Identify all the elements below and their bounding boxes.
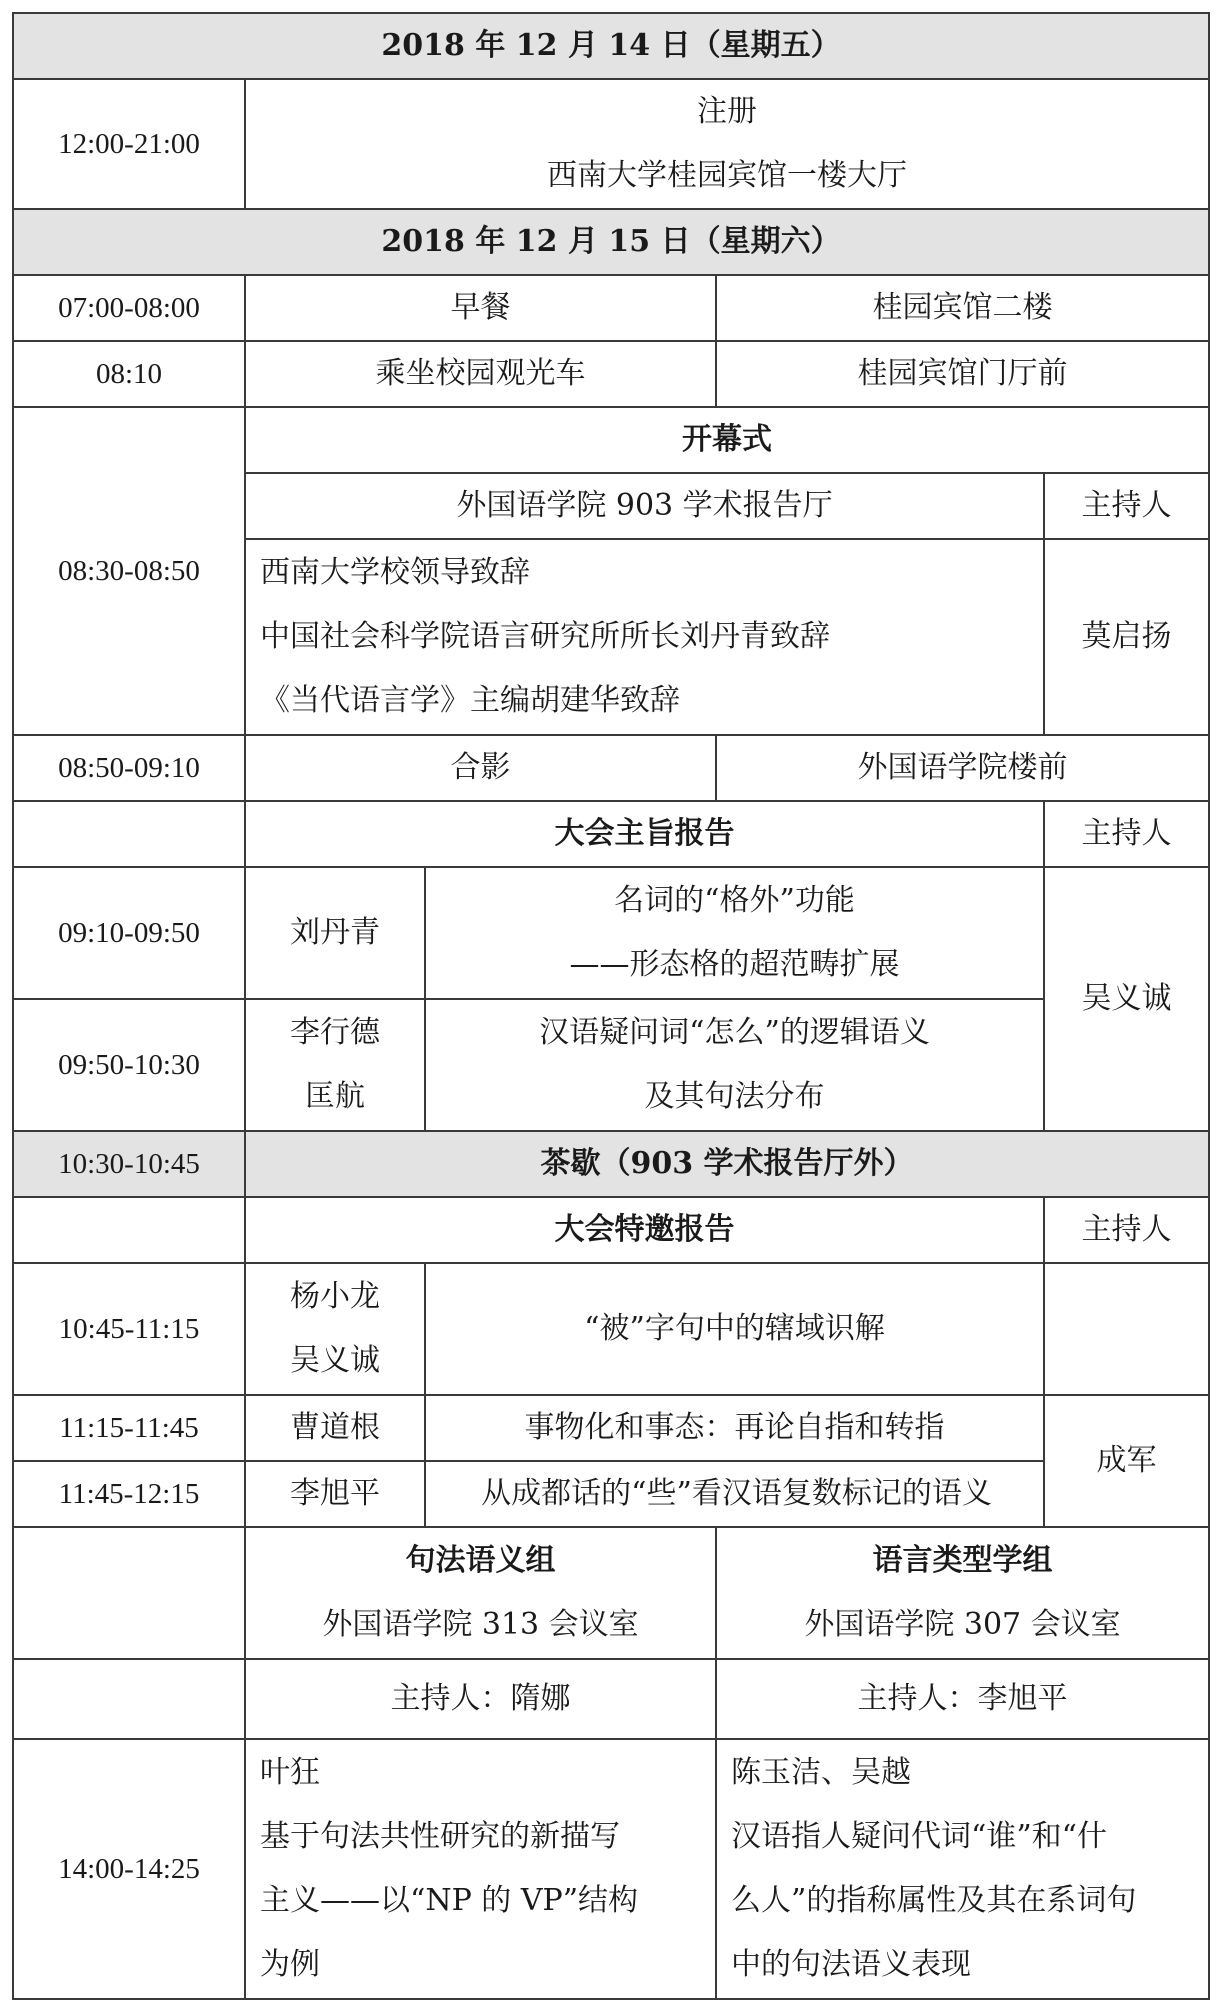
group-session-time: 14:00-14:25 [13,1739,245,1999]
keynote-talk-title-line: 汉语疑问词“怎么”的逻辑语义 [539,1015,930,1050]
registration-title: 注册 [697,94,758,129]
invited-title: 大会特邀报告 [245,1197,1044,1263]
keynote-host-label: 主持人 [1044,801,1209,867]
syntax-group-host: 主持人：隋娜 [245,1659,716,1739]
registration-time: 12:00-21:00 [13,79,245,209]
invited-host-label: 主持人 [1044,1197,1209,1263]
syntax-group-header [245,1527,716,1659]
breakfast-time: 07:00-08:00 [13,275,245,341]
day2-date: 2018 年 12 月 15 日（星期六） [13,209,1209,275]
invited-talk-time: 10:45-11:15 [13,1263,245,1395]
tea-break-row [13,1131,1209,1197]
opening-title-row [13,407,1209,473]
keynote-title: 大会主旨报告 [245,801,1044,867]
groups-header-row [13,1527,1209,1659]
groups-empty-time [13,1527,245,1659]
breakfast-place: 桂园宾馆二楼 [716,275,1209,341]
keynote-talk-title [425,867,1044,999]
day1-date: 2018 年 12 月 14 日（星期五） [13,13,1209,79]
photo-time: 08:50-09:10 [13,735,245,801]
invited-talk-speakers [245,1263,425,1395]
keynote-host: 吴义诚 [1044,867,1209,1131]
invited-talk-speaker: 吴义诚 [290,1343,380,1378]
keynote-talk-speakers [245,999,425,1131]
invited-talk-row [13,1263,1209,1395]
syntax-session-author: 叶狂 [260,1755,320,1790]
invited-talk-speaker: 李旭平 [245,1461,425,1527]
opening-venue: 外国语学院 903 学术报告厅 [245,473,1044,539]
bus-place: 桂园宾馆门厅前 [716,341,1209,407]
photo-row [13,735,1209,801]
invited-talk-row [13,1461,1209,1527]
typology-group-name: 语言类型学组 [872,1543,1053,1578]
keynote-talk-time: 09:50-10:30 [13,999,245,1131]
typology-group-room: 外国语学院 307 会议室 [804,1607,1121,1642]
invited-talk-title: 事物化和事态：再论自指和转指 [425,1395,1044,1461]
breakfast-event: 早餐 [245,275,716,341]
keynote-talk-row [13,999,1209,1131]
keynote-talk-title-line: ——形态格的超范畴扩展 [569,947,900,982]
syntax-session-title-line: 为例 [260,1947,320,1982]
opening-speech: 西南大学校领导致辞 [260,555,530,590]
conference-schedule-table [12,12,1210,2000]
tea-break-time: 10:30-10:45 [13,1131,245,1197]
typology-session-title-line: 中的句法语义表现 [731,1947,971,1982]
opening-host: 莫启扬 [1044,539,1209,735]
registration-place: 西南大学桂园宾馆一楼大厅 [547,158,908,193]
bus-time: 08:10 [13,341,245,407]
typology-session-author: 陈玉洁、吴越 [731,1755,911,1790]
keynote-header-row [13,801,1209,867]
opening-speeches [245,539,1044,735]
syntax-session-cell [245,1739,716,1999]
photo-place: 外国语学院楼前 [716,735,1209,801]
opening-speech: 《当代语言学》主编胡建华致辞 [260,683,680,718]
invited-empty-host [1044,1263,1209,1395]
syntax-group-name: 句法语义组 [405,1543,556,1578]
invited-talk-speaker: 杨小龙 [290,1279,380,1314]
opening-time: 08:30-08:50 [13,407,245,735]
keynote-empty-time [13,801,245,867]
keynote-talk-row [13,867,1209,999]
typology-session-title-line: 汉语指人疑问代词“谁”和“什 [731,1819,1108,1854]
invited-talk-time: 11:15-11:45 [13,1395,245,1461]
opening-title: 开幕式 [245,407,1209,473]
bus-event: 乘坐校园观光车 [245,341,716,407]
keynote-talk-speaker: 李行德 [290,1015,380,1050]
groups-host-empty-time [13,1659,245,1739]
keynote-talk-title [425,999,1044,1131]
typology-group-header [716,1527,1209,1659]
day2-header-row [13,209,1209,275]
opening-host-label: 主持人 [1044,473,1209,539]
registration-row [13,79,1209,209]
typology-session-title-line: 么人”的指称属性及其在系词句 [731,1883,1137,1918]
invited-talk-row [13,1395,1209,1461]
typology-group-host: 主持人：李旭平 [716,1659,1209,1739]
invited-talk-time: 11:45-12:15 [13,1461,245,1527]
invited-talk-title: 从成都话的“些”看汉语复数标记的语义 [425,1461,1044,1527]
keynote-talk-title-line: 及其句法分布 [644,1079,825,1114]
registration-cell [245,79,1209,209]
day1-header-row [13,13,1209,79]
keynote-talk-speaker: 刘丹青 [245,867,425,999]
group-session-row [13,1739,1209,1999]
bus-row [13,341,1209,407]
invited-talk-speaker: 曹道根 [245,1395,425,1461]
invited-header-row [13,1197,1209,1263]
photo-event: 合影 [245,735,716,801]
keynote-talk-time: 09:10-09:50 [13,867,245,999]
syntax-group-room: 外国语学院 313 会议室 [322,1607,639,1642]
keynote-talk-title-line: 名词的“格外”功能 [614,883,855,918]
breakfast-row [13,275,1209,341]
invited-host: 成军 [1044,1395,1209,1527]
invited-empty-time [13,1197,245,1263]
opening-speech: 中国社会科学院语言研究所所长刘丹青致辞 [260,619,830,654]
groups-host-row [13,1659,1209,1739]
tea-break-text: 茶歇（903 学术报告厅外） [245,1131,1209,1197]
invited-talk-title: “被”字句中的辖域识解 [425,1263,1044,1395]
syntax-session-title-line: 主义——以“NP 的 VP”结构 [260,1883,639,1918]
keynote-talk-speaker: 匡航 [305,1079,365,1114]
typology-session-cell [716,1739,1209,1999]
syntax-session-title-line: 基于句法共性研究的新描写 [260,1819,620,1854]
